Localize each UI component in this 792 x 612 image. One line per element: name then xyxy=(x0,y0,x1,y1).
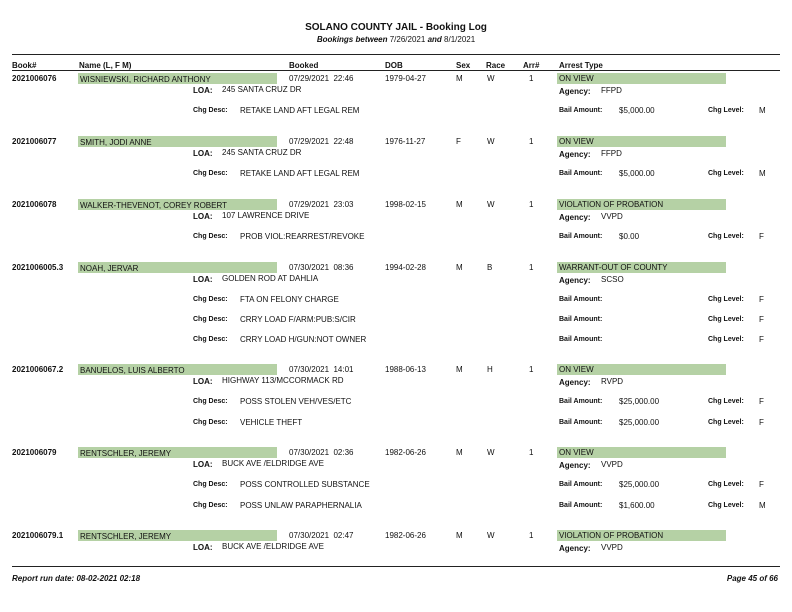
book-number: 2021006067.2 xyxy=(12,365,64,374)
bail-amount-label: Bail Amount: xyxy=(559,316,603,323)
bail-amount-label: Bail Amount: xyxy=(559,170,603,177)
chg-level-label: Chg Level: xyxy=(708,170,744,177)
arrest-type: VIOLATION OF PROBATION xyxy=(559,200,664,209)
columns-rule xyxy=(12,70,780,71)
agency-label: Agency: xyxy=(559,213,591,222)
inmate-name: RENTSCHLER, JEREMY xyxy=(80,532,172,541)
bail-amount-value: $5,000.00 xyxy=(619,106,655,115)
col-arr: Arr# xyxy=(523,61,540,70)
bail-amount-label: Bail Amount: xyxy=(559,233,603,240)
chg-level-label: Chg Level: xyxy=(708,481,744,488)
arr-number: 1 xyxy=(529,448,534,457)
sex: M xyxy=(456,263,463,272)
race: B xyxy=(487,263,493,272)
arrest-type: WARRANT-OUT OF COUNTY xyxy=(559,263,668,272)
book-number: 2021006076 xyxy=(12,74,57,83)
booked-datetime: 07/29/2021 22:46 xyxy=(289,74,354,83)
footer-rule xyxy=(12,566,780,567)
chg-level-value: F xyxy=(759,295,764,304)
loa-label: LOA: xyxy=(193,86,213,95)
sex: M xyxy=(456,74,463,83)
dob: 1979-04-27 xyxy=(385,74,426,83)
dob: 1976-11-27 xyxy=(385,137,426,146)
sex: M xyxy=(456,531,463,540)
chg-level-value: M xyxy=(759,106,766,115)
dob: 1982-06-26 xyxy=(385,531,426,540)
bail-amount-value: $25,000.00 xyxy=(619,418,660,427)
agency-value: FFPD xyxy=(601,86,622,95)
chg-desc-value: PROB VIOL:REARREST/REVOKE xyxy=(240,232,365,241)
book-number: 2021006078 xyxy=(12,200,57,209)
arrest-type: ON VIEW xyxy=(559,448,594,457)
bail-amount-label: Bail Amount: xyxy=(559,107,603,114)
race: W xyxy=(487,200,495,209)
chg-level-label: Chg Level: xyxy=(708,419,744,426)
sex: M xyxy=(456,365,463,374)
book-number: 2021006005.3 xyxy=(12,263,64,272)
agency-label: Agency: xyxy=(559,150,591,159)
loa-label: LOA: xyxy=(193,377,213,386)
booked-datetime: 07/30/2021 08:36 xyxy=(289,263,354,272)
chg-level-label: Chg Level: xyxy=(708,316,744,323)
page-number: Page 45 of 66 xyxy=(726,574,778,583)
chg-desc-value: CRRY LOAD F/ARM:PUB:S/CIR xyxy=(240,315,356,324)
race: W xyxy=(487,74,495,83)
bail-amount-value: $5,000.00 xyxy=(619,169,655,178)
col-book: Book# xyxy=(12,61,37,70)
agency-label: Agency: xyxy=(559,276,591,285)
chg-desc-value: POSS UNLAW PARAPHERNALIA xyxy=(240,501,362,510)
loa-label: LOA: xyxy=(193,149,213,158)
booked-datetime: 07/30/2021 02:47 xyxy=(289,531,354,540)
sex: M xyxy=(456,448,463,457)
arrest-type: ON VIEW xyxy=(559,365,594,374)
loa-value: 107 LAWRENCE DRIVE xyxy=(222,211,310,220)
agency-label: Agency: xyxy=(559,87,591,96)
booked-datetime: 07/30/2021 14:01 xyxy=(289,365,354,374)
race: W xyxy=(487,448,495,457)
chg-desc-value: FTA ON FELONY CHARGE xyxy=(240,295,339,304)
bail-amount-value: $1,600.00 xyxy=(619,501,655,510)
arr-number: 1 xyxy=(529,137,534,146)
date-from: 7/26/2021 xyxy=(389,35,426,44)
agency-label: Agency: xyxy=(559,461,591,470)
chg-desc-label: Chg Desc: xyxy=(193,502,228,509)
bail-amount-value: $25,000.00 xyxy=(619,397,660,406)
agency-value: RVPD xyxy=(601,377,624,386)
chg-desc-value: VEHICLE THEFT xyxy=(240,418,303,427)
arr-number: 1 xyxy=(529,531,534,540)
chg-level-value: F xyxy=(759,335,764,344)
chg-desc-value: POSS CONTROLLED SUBSTANCE xyxy=(240,480,370,489)
chg-level-value: F xyxy=(759,232,764,241)
chg-desc-label: Chg Desc: xyxy=(193,481,228,488)
chg-level-value: F xyxy=(759,418,764,427)
agency-value: VVPD xyxy=(601,543,623,552)
chg-desc-value: RETAKE LAND AFT LEGAL REM xyxy=(240,169,360,178)
chg-level-value: F xyxy=(759,480,764,489)
loa-value: HIGHWAY 113/MCCORMACK RD xyxy=(222,376,344,385)
book-number: 2021006079 xyxy=(12,448,57,457)
chg-level-label: Chg Level: xyxy=(708,502,744,509)
arr-number: 1 xyxy=(529,365,534,374)
inmate-name: WALKER-THEVENOT, COREY ROBERT xyxy=(80,201,227,210)
agency-value: SCSO xyxy=(601,275,624,284)
chg-desc-value: RETAKE LAND AFT LEGAL REM xyxy=(240,106,360,115)
chg-desc-label: Chg Desc: xyxy=(193,398,228,405)
chg-level-value: M xyxy=(759,501,766,510)
arr-number: 1 xyxy=(529,200,534,209)
subtitle-and: and xyxy=(427,35,442,44)
agency-label: Agency: xyxy=(559,378,591,387)
inmate-name: SMITH, JODI ANNE xyxy=(80,138,152,147)
bail-amount-label: Bail Amount: xyxy=(559,336,603,343)
arrest-type: ON VIEW xyxy=(559,137,594,146)
chg-desc-label: Chg Desc: xyxy=(193,170,228,177)
report-run-date: Report run date: 08-02-2021 02:18 xyxy=(12,574,141,583)
loa-value: GOLDEN ROD AT DAHLIA xyxy=(222,274,319,283)
chg-desc-value: CRRY LOAD H/GUN:NOT OWNER xyxy=(240,335,367,344)
dob: 1988-06-13 xyxy=(385,365,426,374)
bail-amount-label: Bail Amount: xyxy=(559,398,603,405)
loa-value: BUCK AVE /ELDRIDGE AVE xyxy=(222,542,324,551)
subtitle-prefix: Bookings between xyxy=(316,35,388,44)
dob: 1998-02-15 xyxy=(385,200,426,209)
agency-value: VVPD xyxy=(601,460,623,469)
chg-desc-label: Chg Desc: xyxy=(193,296,228,303)
inmate-name: RENTSCHLER, JEREMY xyxy=(80,449,172,458)
inmate-name: NOAH, JERVAR xyxy=(80,264,139,273)
arr-number: 1 xyxy=(529,263,534,272)
booked-datetime: 07/29/2021 23:03 xyxy=(289,200,354,209)
bail-amount-value: $0.00 xyxy=(619,232,640,241)
loa-label: LOA: xyxy=(193,275,213,284)
chg-desc-label: Chg Desc: xyxy=(193,336,228,343)
agency-label: Agency: xyxy=(559,544,591,553)
inmate-name: BANUELOS, LUIS ALBERTO xyxy=(80,366,185,375)
chg-level-value: F xyxy=(759,315,764,324)
loa-value: BUCK AVE /ELDRIDGE AVE xyxy=(222,459,324,468)
chg-level-label: Chg Level: xyxy=(708,296,744,303)
loa-label: LOA: xyxy=(193,212,213,221)
bail-amount-label: Bail Amount: xyxy=(559,481,603,488)
arrest-type: VIOLATION OF PROBATION xyxy=(559,531,664,540)
booked-datetime: 07/29/2021 22:48 xyxy=(289,137,354,146)
report-title: SOLANO COUNTY JAIL - Booking Log xyxy=(305,22,487,33)
col-booked: Booked xyxy=(289,61,319,70)
col-arrest-type: Arrest Type xyxy=(559,61,603,70)
date-to: 8/1/2021 xyxy=(444,35,476,44)
col-dob: DOB xyxy=(385,61,403,70)
col-name: Name (L, F M) xyxy=(79,61,132,70)
col-race: Race xyxy=(486,61,506,70)
dob: 1994-02-28 xyxy=(385,263,426,272)
chg-level-label: Chg Level: xyxy=(708,398,744,405)
chg-desc-label: Chg Desc: xyxy=(193,316,228,323)
dob: 1982-06-26 xyxy=(385,448,426,457)
loa-value: 245 SANTA CRUZ DR xyxy=(222,85,302,94)
book-number: 2021006077 xyxy=(12,137,57,146)
report-subtitle xyxy=(0,35,792,44)
sex: F xyxy=(456,137,461,146)
inmate-name: WISNIEWSKI, RICHARD ANTHONY xyxy=(80,75,211,84)
chg-desc-label: Chg Desc: xyxy=(193,107,228,114)
sex: M xyxy=(456,200,463,209)
chg-level-value: M xyxy=(759,169,766,178)
bail-amount-label: Bail Amount: xyxy=(559,502,603,509)
loa-label: LOA: xyxy=(193,460,213,469)
loa-value: 245 SANTA CRUZ DR xyxy=(222,148,302,157)
chg-level-label: Chg Level: xyxy=(708,107,744,114)
arrest-type: ON VIEW xyxy=(559,74,594,83)
race: W xyxy=(487,531,495,540)
booked-datetime: 07/30/2021 02:36 xyxy=(289,448,354,457)
bail-amount-value: $25,000.00 xyxy=(619,480,660,489)
agency-value: VVPD xyxy=(601,212,623,221)
header-rule xyxy=(12,54,780,55)
chg-desc-value: POSS STOLEN VEH/VES/ETC xyxy=(240,397,352,406)
loa-label: LOA: xyxy=(193,543,213,552)
race: W xyxy=(487,137,495,146)
arr-number: 1 xyxy=(529,74,534,83)
book-number: 2021006079.1 xyxy=(12,531,64,540)
col-sex: Sex xyxy=(456,61,471,70)
bail-amount-label: Bail Amount: xyxy=(559,419,603,426)
chg-desc-label: Chg Desc: xyxy=(193,419,228,426)
chg-level-label: Chg Level: xyxy=(708,336,744,343)
bail-amount-label: Bail Amount: xyxy=(559,296,603,303)
agency-value: FFPD xyxy=(601,149,622,158)
chg-desc-label: Chg Desc: xyxy=(193,233,228,240)
chg-level-value: F xyxy=(759,397,764,406)
race: H xyxy=(487,365,493,374)
chg-level-label: Chg Level: xyxy=(708,233,744,240)
